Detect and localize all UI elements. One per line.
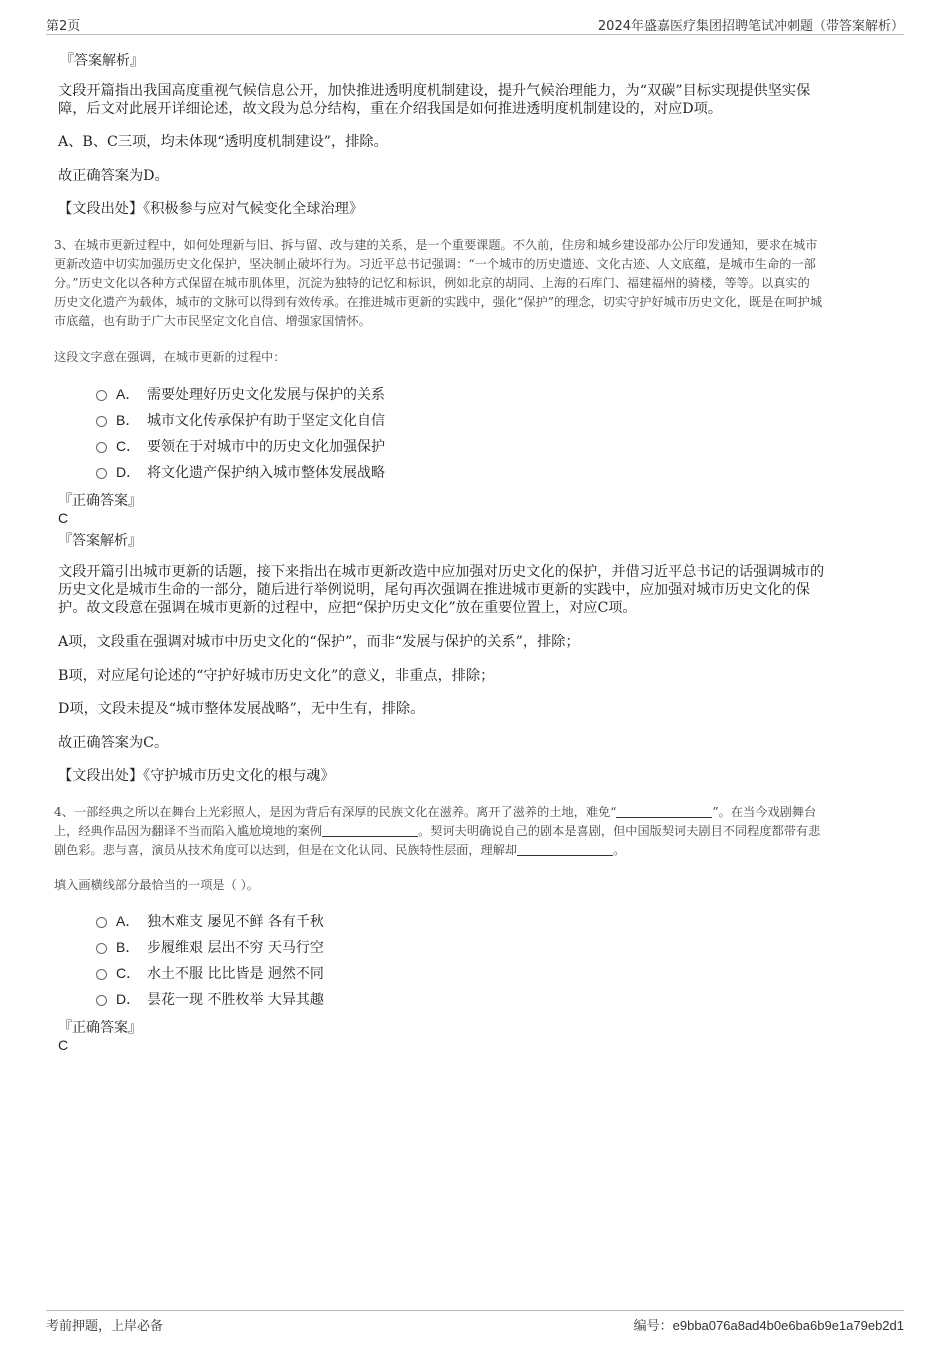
radio-button[interactable] (96, 917, 107, 928)
radio-button[interactable] (96, 390, 107, 401)
q4-option-d[interactable]: D． 昙花一现 不胜枚举 大异其趣 (96, 989, 324, 1009)
radio-button[interactable] (96, 416, 107, 427)
q3-stem-line: 历史文化遗产为载体，城市的文脉可以得到有效传承。在推进城市更新的实践中，强化“保护”的理念，切实守护好城市历史文化，既是在呵护城 (54, 295, 823, 309)
q2-source: 【文段出处】《积极参与应对气候变化全球治理》 (58, 201, 364, 217)
q2-exclude-note: A、B、C三项，均未体现“透明度机制建设”，排除。 (58, 134, 388, 150)
fill-blank (322, 824, 418, 837)
q3-analysis-line: 历史文化是城市生命的一部分，随后进行举例说明，尾句再次强调在推进城市更新的实践中，应加强对城市历史文化的保 (58, 582, 810, 598)
fill-blank (517, 843, 613, 856)
q3-stem-line: 分。”历史文化以各种方式保留在城市肌体里，沉淀为独特的记忆和标识，例如北京的胡同、上海的石库门、福建福州的骑楼，等等。以真实的 (54, 276, 810, 290)
q3-note: A项，文段重在强调对城市中历史文化的“保护”，而非“发展与保护的关系”，排除； (58, 634, 580, 650)
q3-note: B项，对应尾句论述的“守护好城市历史文化”的意义，非重点，排除； (58, 668, 495, 684)
q4-stem-line: 上，经典作品因为翻译不当而陷入尴尬境地的案例 。契诃夫明确说自己的剧本是喜剧，但中国版契诃夫剧目不同程度都带有悲 (54, 824, 821, 838)
q3-analysis-label: 『答案解析』 (58, 533, 142, 549)
radio-button[interactable] (96, 969, 107, 980)
page-header (46, 14, 904, 35)
q3-conclusion: 故正确答案为C。 (58, 735, 169, 751)
q3-option-c[interactable]: C． 要领在于对城市中的历史文化加强保护 (96, 436, 385, 456)
q3-option-a[interactable]: A． 需要处理好历史文化发展与保护的关系 (96, 384, 385, 404)
page-number: 第2页 (46, 19, 81, 34)
radio-button[interactable] (96, 442, 107, 453)
q3-stem-line: 3、在城市更新过程中，如何处理新与旧、拆与留、改与建的关系，是一个重要课题。不久前，住房和城乡建设部办公厅印发通知，要求在城市 (54, 238, 818, 252)
q3-correct-label: 『正确答案』 (58, 493, 142, 509)
q4-option-a[interactable]: A． 独木难支 屡见不鲜 各有千秋 (96, 911, 324, 931)
q3-prompt: 这段文字意在强调，在城市更新的过程中： (54, 350, 286, 364)
q3-stem-line: 市底蕴，也有助于广大市民坚定文化自信、增强家国情怀。 (54, 314, 371, 328)
q2-conclusion: 故正确答案为D。 (58, 168, 169, 184)
document-code: 编号：e9bba076a8ad4b0e6ba6b9e1a79eb2d1 (633, 1318, 904, 1334)
q2-analysis-label: 『答案解析』 (60, 53, 144, 69)
q4-correct-label: 『正确答案』 (58, 1020, 142, 1036)
q3-source: 【文段出处】《守护城市历史文化的根与魂》 (58, 768, 335, 784)
q2-analysis-line: 障，后文对此展开详细论述，故文段为总分结构，重在介绍我国是如何推进透明度机制建设的，对应D项。 (58, 101, 723, 117)
page-footer (46, 1310, 904, 1333)
q4-stem-line: 4、一部经典之所以在舞台上光彩照人，是因为背后有深厚的民族文化在滋养。离开了滋养的土地，难免“ ”。在当今戏剧舞台 (54, 805, 817, 819)
q4-stem-line: 剧色彩。悲与喜，演员从技术角度可以达到，但是在文化认同、民族特性层面，理解却 。 (54, 843, 626, 857)
fill-blank (616, 805, 712, 818)
q3-stem-line: 更新改造中切实加强历史文化保护，坚决制止破坏行为。习近平总书记强调：“一个城市的历史遗迹、文化古迹、人文底蕴，是城市生命的一部 (54, 257, 816, 271)
q4-option-c[interactable]: C． 水土不服 比比皆是 迥然不同 (96, 963, 324, 983)
radio-button[interactable] (96, 468, 107, 479)
q3-option-b[interactable]: B． 城市文化传承保护有助于坚定文化自信 (96, 410, 385, 430)
q4-prompt: 填入画横线部分最恰当的一项是（ ）。 (54, 878, 259, 892)
radio-button[interactable] (96, 943, 107, 954)
q3-analysis-line: 文段开篇引出城市更新的话题，接下来指出在城市更新改造中应加强对历史文化的保护，并借习近平总书记的话强调城市的 (58, 564, 825, 580)
footer-slogan: 考前押题，上岸必备 (46, 1319, 164, 1334)
q3-note: D项，文段未提及“城市整体发展战略”，无中生有，排除。 (58, 701, 425, 717)
q3-option-d[interactable]: D． 将文化遗产保护纳入城市整体发展战略 (96, 462, 385, 482)
q4-correct-answer: C (58, 1037, 69, 1053)
document-title: 2024年盛嘉医疗集团招聘笔试冲刺题（带答案解析） (597, 19, 904, 34)
q4-option-b[interactable]: B． 步履维艰 层出不穷 天马行空 (96, 937, 324, 957)
radio-button[interactable] (96, 995, 107, 1006)
q3-analysis-line: 护。故文段意在强调在城市更新的过程中，应把“保护历史文化”放在重要位置上，对应C项。 (58, 600, 637, 616)
q3-correct-answer: C (58, 510, 69, 526)
q2-analysis-line: 文段开篇指出我国高度重视气候信息公开，加快推进透明度机制建设，提升气候治理能力，为“双碳”目标实现提供坚实保 (58, 83, 811, 99)
